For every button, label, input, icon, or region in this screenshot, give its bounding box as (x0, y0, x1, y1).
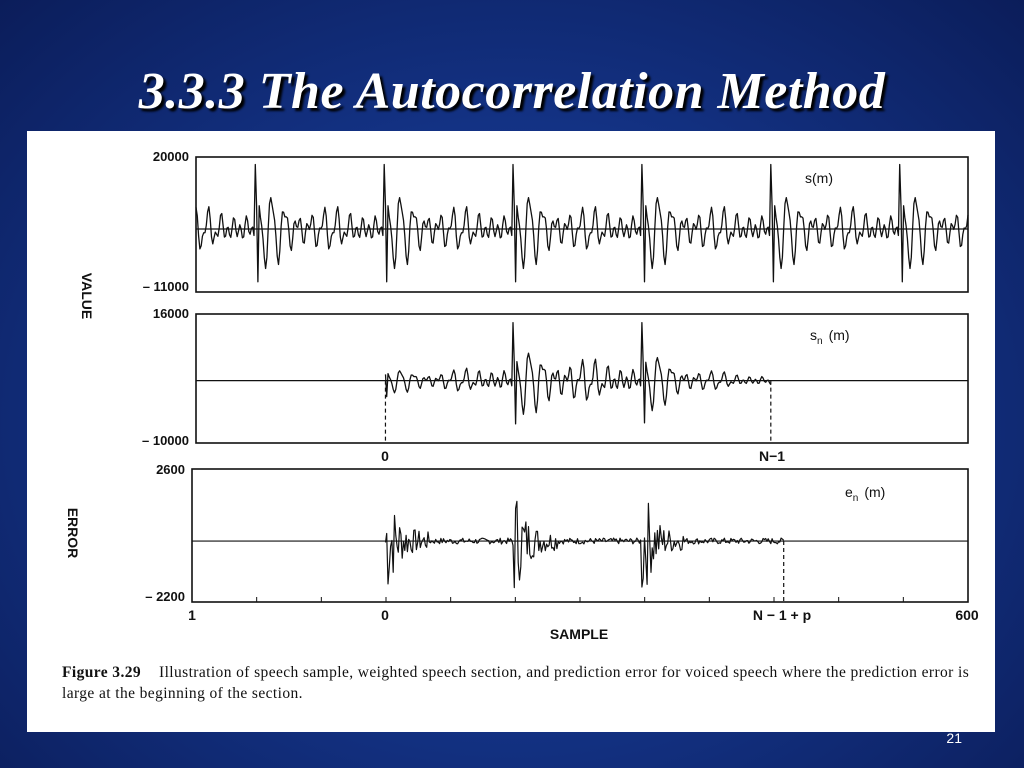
panel-2-ymin-label: – 10000 (142, 433, 189, 448)
figure-caption (62, 662, 987, 704)
series-label-en-base: e (845, 484, 853, 500)
panel-1-ymax-label: 20000 (152, 149, 189, 164)
slide-title: 3.3.3 The Autocorrelation Method (138, 63, 886, 120)
speech-figure (27, 131, 995, 732)
panel-2-xtick-0: 0 (381, 448, 389, 464)
panel-3-xtick-n-1-p: N − 1 + p (752, 607, 812, 623)
page-number: 21 (946, 730, 962, 746)
panel-1-frame (196, 157, 968, 292)
series-label-sn-base: s (810, 327, 817, 343)
panel-1-ymin-label: – 11000 (142, 279, 189, 294)
series-label-s: s(m) (805, 170, 833, 186)
series-label-en-sub: n (852, 493, 859, 504)
figure-panel (27, 131, 995, 732)
figure-caption-text: Illustration of speech sample, weighted speech section, and prediction error for voiced speech where the prediction error is large at the beginning of the section. (62, 664, 970, 702)
series-en-line (386, 501, 784, 587)
value-axis-label: VALUE (79, 272, 95, 320)
series-label-en (845, 484, 885, 504)
series-label-sn (810, 327, 850, 347)
panel-3-xtick-600: 600 (955, 607, 979, 623)
series-label-sn-sub: n (817, 336, 823, 347)
panel-3-ymax-label: 2600 (156, 462, 185, 477)
series-label-en-tail: (m) (864, 484, 886, 500)
panel-2-xtick-n-1: N−1 (758, 448, 786, 464)
series-label-sn-tail: (m) (828, 327, 850, 343)
figure-label: Figure 3.29 (62, 664, 142, 681)
panel-2-ymax-label: 16000 (152, 306, 189, 321)
panel-3-xtick-1: 1 (188, 607, 196, 623)
panel-2-frame (196, 314, 968, 443)
error-axis-label: ERROR (65, 507, 81, 559)
series-sn-line (386, 323, 771, 424)
panel-3-ymin-label: – 2200 (145, 589, 185, 604)
x-axis-label: SAMPLE (549, 626, 609, 642)
panel-3-xtick-0: 0 (381, 607, 389, 623)
series-s-line (196, 165, 968, 282)
